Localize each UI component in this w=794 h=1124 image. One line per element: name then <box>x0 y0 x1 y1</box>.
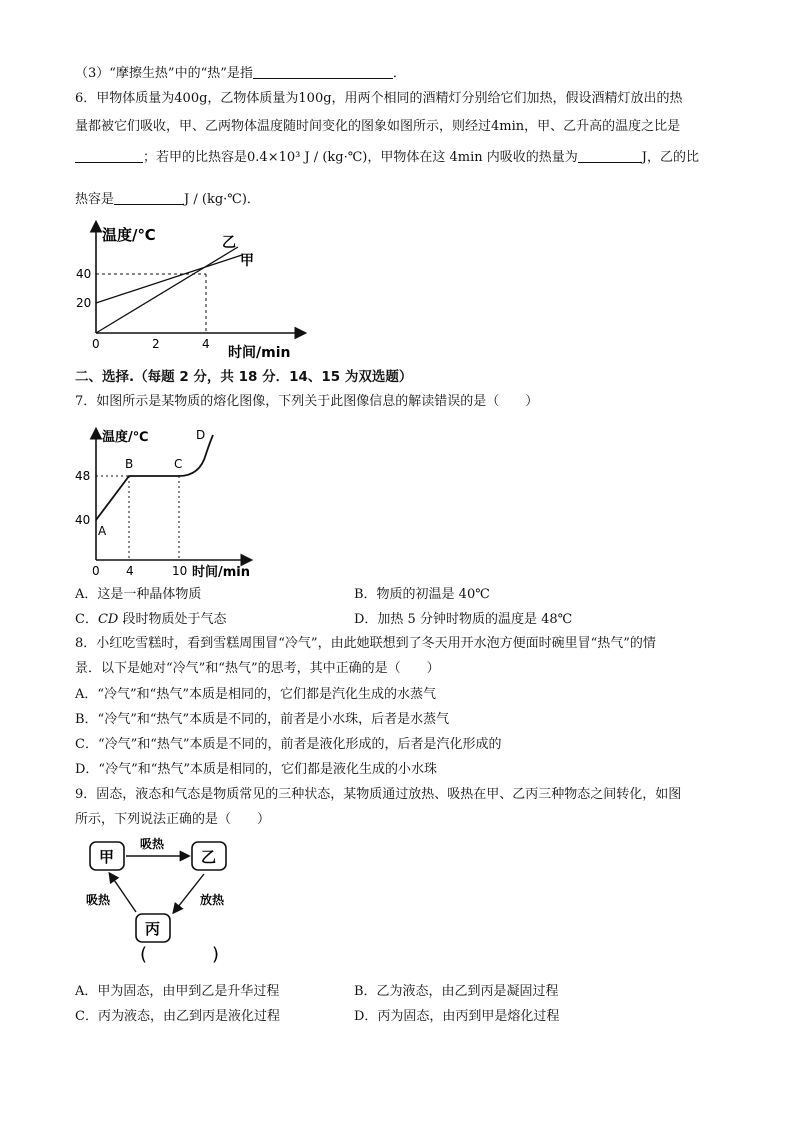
q7-ytick-40: 40 <box>75 513 91 527</box>
q9-yi: 乙 <box>201 848 217 866</box>
q6-ratio-blank[interactable] <box>75 148 143 163</box>
q5-part3-text: （3）“摩擦生热”中的“热”是指 <box>75 66 253 81</box>
q7-option-d[interactable]: D．加热 5 分钟时物质的温度是 48℃ <box>354 612 573 627</box>
q6-label-yi: 乙 <box>222 235 236 251</box>
q6-line4-a: 热容是 <box>75 192 115 207</box>
q7-ylabel: 温度/℃ <box>102 430 149 445</box>
q5-part3-suffix: ． <box>392 66 406 81</box>
q7-option-c-prefix: C． <box>75 612 98 627</box>
q7-option-a[interactable]: A．这是一种晶体物质 <box>75 587 202 602</box>
q9-option-b[interactable]: B．乙为液态，由乙到丙是凝固过程 <box>354 984 559 999</box>
q9-option-d[interactable]: D．丙为固态，由丙到甲是熔化过程 <box>354 1009 560 1024</box>
q7-xlabel: 时间/min <box>192 565 251 580</box>
q7-point-b: B <box>125 457 134 471</box>
q9-option-c[interactable]: C．丙为液态，由乙到丙是液化过程 <box>75 1009 280 1024</box>
q6-xtick-4: 4 <box>202 337 210 351</box>
q6-heat-blank[interactable] <box>578 148 642 163</box>
q9-option-a[interactable]: A．甲为固态，由甲到乙是升华过程 <box>75 984 280 999</box>
q7-stem: 7．如图所示是某物质的熔化图像，下列关于此图像信息的解读错误的是（ ） <box>75 394 539 409</box>
q7-point-c: C <box>174 457 183 471</box>
q6-line4-b: J / (kg·℃)． <box>184 192 260 207</box>
q8-option-a[interactable]: A．“冷气”和“热气”本质是相同的，它们都是汽化生成的水蒸气 <box>75 687 436 702</box>
q7-xtick-10: 10 <box>172 564 188 578</box>
q6-line1: 6．甲物体质量为400g，乙物体质量为100g，用两个相同的酒精灯分别给它们加热，假设酒精灯放出的热 <box>75 91 683 106</box>
q9-arrow-left <box>110 874 136 912</box>
q6-line-jia <box>96 255 242 303</box>
q7-melting-curve <box>96 435 213 520</box>
q6-yi-specific-heat-blank[interactable] <box>114 190 184 205</box>
q9-bing: 丙 <box>145 920 161 938</box>
q6-ylabel: 温度/℃ <box>102 226 156 244</box>
q6-temperature-graph <box>72 215 322 365</box>
q6-line3 <box>75 148 699 167</box>
q6-line3-a: ；若甲的比热容是 <box>143 150 248 165</box>
q8-option-c[interactable]: C．“冷气”和“热气”本质是不同的，前者是液化形成的，后者是汽化形成的 <box>75 737 502 752</box>
q6-line2: 量都被它们吸收，甲、乙两物体温度随时间变化的图象如图所示，则经过4min，甲、乙升高的温度之比是 <box>75 119 681 134</box>
q9-paren-close: ) <box>212 944 220 965</box>
q6-line-yi <box>96 247 238 333</box>
q8-line2: 景．以下是她对“冷气”和“热气”的思考，其中正确的是（ ） <box>75 661 440 676</box>
q7-melting-graph <box>72 420 272 580</box>
q7-xtick-4: 4 <box>126 564 134 578</box>
q8-option-d[interactable]: D．“冷气”和“热气”本质是相同的，它们都是液化生成的小水珠 <box>75 762 438 777</box>
q6-line3-c: J，乙的比 <box>641 150 699 165</box>
q8-option-b[interactable]: B．“冷气”和“热气”本质是不同的，前者是小水珠，后者是水蒸气 <box>75 712 450 727</box>
section2-heading: 二、选择.（每题 2 分，共 18 分．14、15 为双选题） <box>75 369 413 385</box>
q6-line4 <box>75 190 260 209</box>
q7-option-c[interactable] <box>75 611 226 629</box>
q7-point-d: D <box>196 428 206 442</box>
q7-xtick-0: 0 <box>92 564 100 578</box>
q5-part3-blank[interactable] <box>253 64 393 79</box>
q7-option-b[interactable]: B．物质的初温是 40℃ <box>354 587 490 602</box>
q6-xtick-0: 0 <box>92 337 100 351</box>
q9-label-left: 吸热 <box>86 893 111 907</box>
q9-state-diagram <box>72 832 262 968</box>
q8-line1: 8．小红吃雪糕时，看到雪糕周围冒“冷气”，由此她联想到了冬天用开水泡方便面时碗里冒“热气”的情 <box>75 636 656 651</box>
q6-label-jia: 甲 <box>240 253 254 269</box>
q9-label-top: 吸热 <box>140 837 165 851</box>
q9-line1: 9．固态，液态和气态是物质常见的三种状态，某物质通过放热、吸热在甲、乙丙三种物态之间转化，如图 <box>75 787 682 802</box>
q9-line2: 所示，下列说法正确的是（ ） <box>75 812 271 827</box>
q7-option-c-rest: 段时物质处于气态 <box>118 612 227 627</box>
q7-ytick-48: 48 <box>75 469 91 483</box>
q6-specific-heat-formula: 0.4×10³ J / (kg·℃) <box>247 150 368 165</box>
q6-xtick-2: 2 <box>152 337 160 351</box>
q9-paren-open: ( <box>140 944 148 965</box>
q6-ytick-40: 40 <box>76 267 92 281</box>
q9-label-right: 放热 <box>200 893 225 907</box>
q7-point-a: A <box>98 524 107 538</box>
q6-line3-b: ，甲物体在这 4min 内吸收的热量为 <box>367 150 578 165</box>
q6-xlabel: 时间/min <box>228 345 291 361</box>
q9-jia: 甲 <box>99 848 115 866</box>
q6-ytick-20: 20 <box>76 296 92 310</box>
q7-option-c-em: CD <box>97 612 119 627</box>
q5-part3 <box>75 64 406 83</box>
